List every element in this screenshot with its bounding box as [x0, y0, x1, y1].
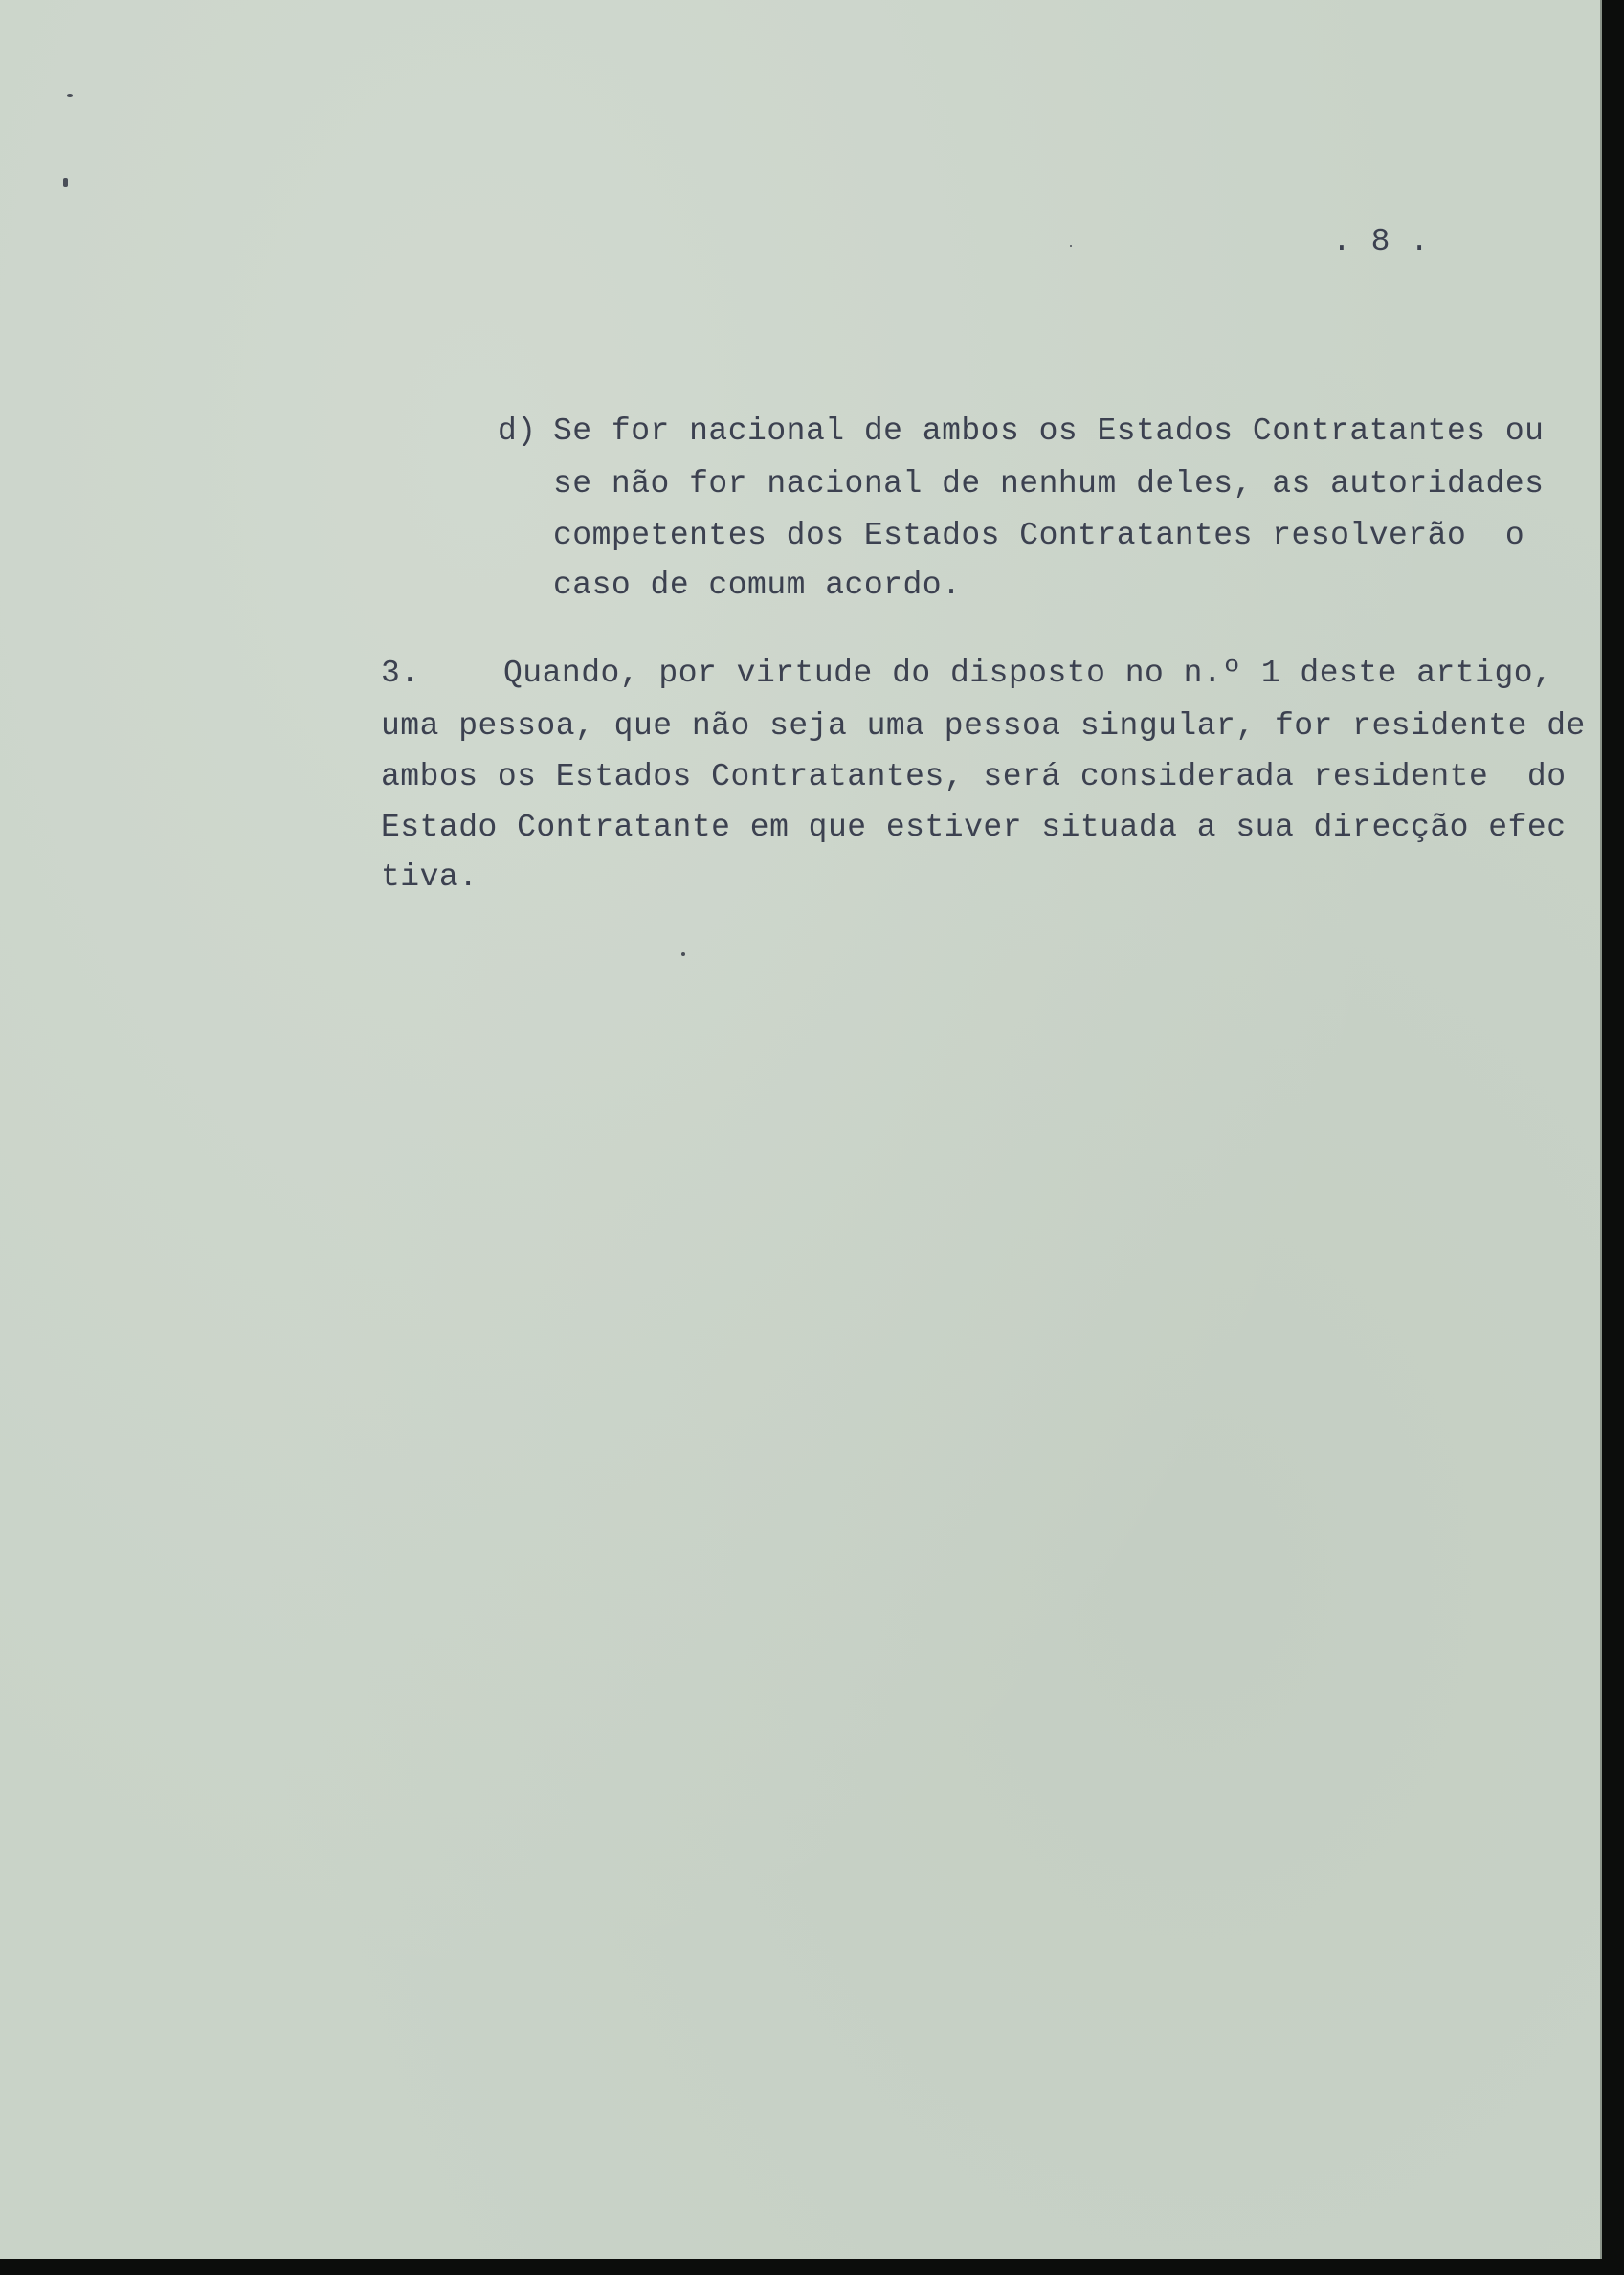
item-d-line: caso de comum acordo. [553, 568, 962, 603]
item-d-line: se não for nacional de nenhum deles, as autoridades [553, 466, 1545, 502]
item-d-label: d) [498, 413, 537, 449]
ink-speck [1070, 245, 1072, 247]
paragraph-line: Estado Contratante em que estiver situada a sua direcção efec [381, 810, 1567, 845]
paragraph-line: Quando, por virtude do disposto no n.º 1 deste artigo, [503, 656, 1553, 691]
paragraph-number: 3. [381, 656, 420, 691]
page-number: . 8 . [1332, 224, 1430, 259]
paragraph-line: tiva. [381, 859, 478, 895]
paragraph-line: ambos os Estados Contratantes, será considerada residente do [381, 759, 1567, 794]
item-d-line: competentes dos Estados Contratantes resolverão o [553, 518, 1525, 553]
ink-speck [63, 178, 68, 187]
ink-speck [681, 952, 685, 956]
ink-speck [67, 94, 73, 97]
item-d-line: Se for nacional de ambos os Estados Contratantes ou [553, 413, 1545, 449]
paragraph-line: uma pessoa, que não seja uma pessoa singular, for residente de [381, 708, 1586, 744]
